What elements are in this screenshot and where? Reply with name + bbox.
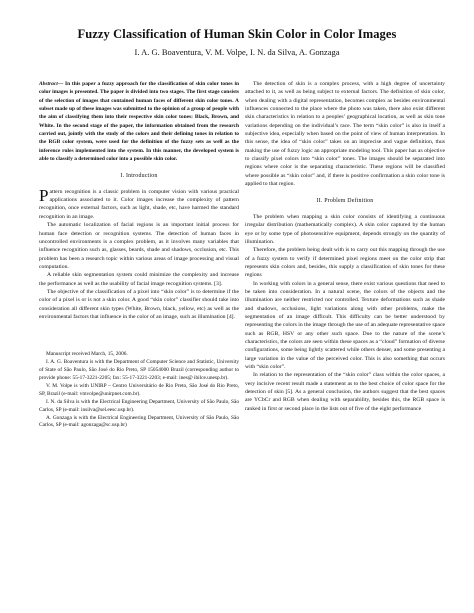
footnote-author-2: V. M. Volpe is with UNIRP – Centro Universitário de Rio Preto, São José do Rio Preto, SP, Brazil (e-mail: vmvolpe@unirpnet.com.br). — [39, 382, 239, 397]
intro-paragraph-2: The automatic localization of facial regions is an important initial process for human face detection or recognition systems. The detection of human faces in uncontrolled environments is a complex problem, as it involves many variables that influence recognition such as, glasses, beards, shade and shadows, occlusion, etc. This problem has been a research topic within various areas of image processing and visual computation. — [39, 222, 239, 270]
paper-title: Fuzzy Classification of Human Skin Color in Color Images — [77, 27, 397, 41]
drop-cap: P — [39, 185, 49, 205]
problem-paragraph-1: The problem when mapping a skin color consists of identifying a continuous irregular distribution (mathematically complex). A skin color captured by the human eye or by some type of photosensitive equipment, depends strongly on the quantity of illumination. — [245, 213, 445, 245]
footnote-author-1: I. A. G. Boaventura is with the Department of Computer Science and Statistic, University of State of São Paulo, São José do Rio Preto, SP 15054000 Brazil (corresponding author to provide phone: 55-17-3221-2205; fax: 55-17-3221-2203; e-mail: ines@ ibilce.unesp.br). — [39, 359, 239, 381]
problem-paragraph-2: Therefore, the problem being dealt with is to carry out this mapping through the use of a fuzzy system to verify if determined pixel regions meet on the color strip that represents skin colors and, besides, this supply a classification of skin tones for these regions — [245, 247, 445, 279]
section-heading-introduction: I. Introduction — [120, 173, 158, 180]
problem-paragraph-4: In relation to the representation of the “skin color” class within the color spaces, a very incisive recent result made a statement as to the best choice of color space for the detection of skin [5]. As a general conclusion, the authors suggest that the best spaces are YCbCr and RGB when dealing with separability, besides this, the RGB space is ranked in first or second place in the lists out of five of the eight performance — [245, 372, 445, 412]
footnote-received: Manuscript received March, 15, 2006. — [46, 351, 128, 358]
footnote-author-4: A. Gonzaga is with the Electrical Engineering Department, University of São Paulo, São Carlos, SP (e-mail: agonzaga@sc.usp.br) — [39, 414, 239, 429]
abstract-body: — In this paper a fuzzy approach for the classification of skin color tones in color images is presented. The paper is divided into two stages. The first stage consists of the selection of images that contained human faces of different skin color tones. A subset made up of these images was submitted to the opinion of a group of people with the aim of classifying them into their respective skin color tones: Black, Brown, and White. In the second stage of the paper, the information obtained from the research carried out, jointly with the study of the colors and their defining tones in relation to the RGB color system, were used for the definition of the fuzzy sets as well as the inference rules implemented into the system. In this manner, the developed system is able to classify a determined color into a possible skin color. — [39, 81, 239, 163]
footnote-author-3: I. N. da Silva is with the Electrical Engineering Department, University of São Paulo, São Carlos, SP (e-mail: insilva@sel.eesc.usp.br). — [39, 398, 239, 413]
intro-paragraph-1 — [39, 185, 239, 221]
left-column — [39, 80, 239, 430]
intro-paragraph-4: The objective of the classification of a pixel into “skin color” is to determine if the color of a pixel is or is not a skin color. A good “skin color” classifier should take into consideration all different skin types (White, Brown, black, yellow, etc) as well as the environmental factors that influence in the color of an image, such as illumination [4]. — [39, 288, 239, 320]
footnote-spacer — [39, 321, 239, 351]
right-column — [245, 80, 445, 413]
abstract — [39, 80, 239, 163]
intro-paragraph-1-text: attern recognition is a classic problem in computer vision with various practical applications associated to it. Color images increase the complexity of pattern recognition, once external factors, such as light, shade, etc, have harmed the standard recognition in an image. — [39, 188, 239, 220]
section-heading-problem-definition: II. Problem Definition — [316, 198, 374, 205]
footnotes — [39, 351, 239, 430]
abstract-lead: Abstract — [39, 81, 58, 87]
intro-paragraph-3: A reliable skin segmentation system could minimize the complexity and increase the performance as well as the usability of facial image recognition systems. [3]. — [39, 272, 239, 287]
right-paragraph-1: The detection of skin is a complex process, with a high degree of uncertainty attached to it, as well as being subject to external factors. The definition of skin color, when dealing with a digital representation, becomes complex as besides environmental influences connected to the place where the photo was taken, there also exist different skin characteristics in relation to a peoples’ geographical location, as well as skin tone variations depending on the individual’s race. The term “skin color” is also in itself a subjective idea, especially when based on the point of view of human interpretation. In this sense, the idea of “skin color” takes on an imprecise and vague definition, thus making the use of fuzzy logic an appropriate modeling tool. This paper has as objective to classify pixel colors into “skin color” tones. The images should be separated into regions where color is the separating characteristic. These regions will be classified where possible as “skin color” and, if there is positive confirmation a skin color tone is applied to that region. — [245, 81, 445, 188]
problem-paragraph-3: In working with colors in a general sense, there exist various questions that need to be taken into consideration. In a natural scene, the colors of the objects and the illumination are neither restricted nor controlled. Texture deformations such as shade and shadows, occlusions, light variations along with other problems, make the segmentation of an image difficult. This difficulty can be better understood by representing the colors in the image through the use of an adequate representative space such as RGB, HSV or any other such space. Due to the nature of the scene’s characteristics, the colors are seen within these spaces as a “cloud” formation of diverse configurations, some being lightly scattered while others denser, and some presenting a large variation in the value of the perceived color. This is also something that occurs with “skin color”. — [245, 280, 445, 370]
author-list: I. A. G. Boaventura, V. M. Volpe, I. N. da Silva, A. Gonzaga — [134, 47, 340, 57]
